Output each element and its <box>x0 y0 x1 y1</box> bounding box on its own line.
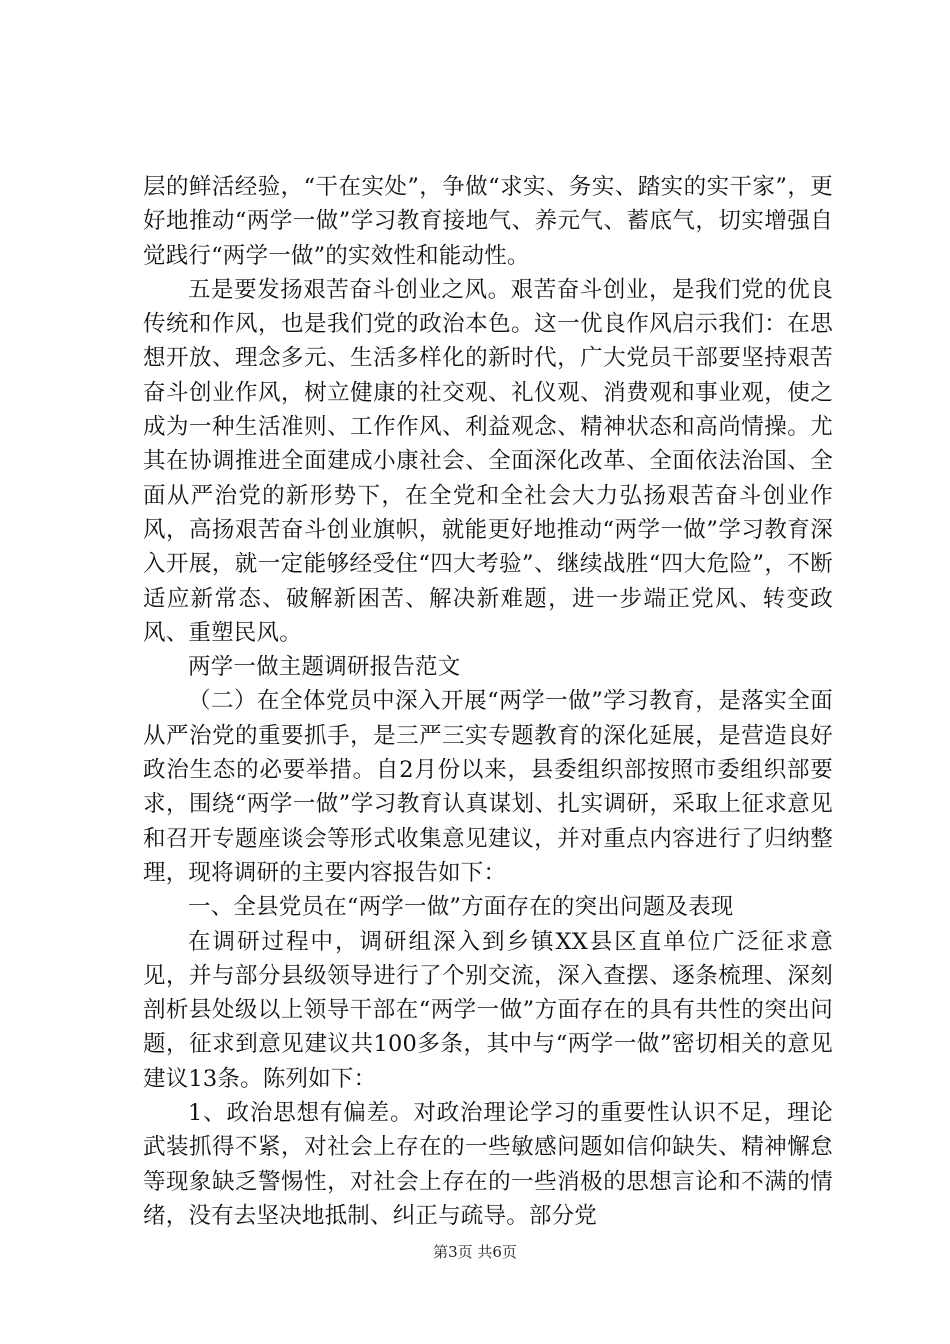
paragraph-item-1: 1、政治思想有偏差。对政治理论学习的重要性认识不足，理论武装抓得不紧，对社会上存在的一些敏感问题如信仰缺失、精神懈怠等现象缺乏警惕性，对社会上存在的一些消极的思想言论和不满的情绪，没有去坚决地抵制、纠正与疏导。部分党 <box>143 1100 833 1229</box>
document-body <box>143 170 833 1233</box>
page-footer: 第3页 共6页 <box>433 1243 517 1261</box>
section-heading-problems: 一、全县党员在“两学一做”方面存在的突出问题及表现 <box>188 894 734 921</box>
paragraph-report-intro: （二）在全体党员中深入开展“两学一做”学习教育，是落实全面从严治党的重要抓手，是三严三实专题教育的深化延展，是营造良好政治生态的必要举措。自2月份以来，县委组织部按照市委组织部要求，围绕“两学一做”学习教育认真谋划、扎实调研，采取上征求意见和召开专题座谈会等形式收集意见建议，并对重点内容进行了归纳整理，现将调研的主要内容报告如下： <box>143 688 833 886</box>
paragraph-research-process: 在调研过程中，调研组深入到乡镇XX县区直单位广泛征求意见，并与部分县级领导进行了个别交流，深入查摆、逐条梳理、深刻剖析县处级以上领导干部在“两学一做”方面存在的具有共性的突出问题，征求到意见建议共100多条，其中与“两学一做”密切相关的意见建议13条。陈列如下： <box>143 928 833 1092</box>
section-heading-report-title: 两学一做主题调研报告范文 <box>188 654 461 681</box>
paragraph-hard-work-spirit: 五是要发扬艰苦奋斗创业之风。艰苦奋斗创业，是我们党的优良传统和作风，也是我们党的政治本色。这一优良作风启示我们：在思想开放、理念多元、生活多样化的新时代，广大党员干部要坚持艰苦奋斗创业作风，树立健康的社交观、礼仪观、消费观和事业观，使之成为一种生活准则、工作作风、利益观念、精神状态和高尚情操。尤其在协调推进全面建成小康社会、全面深化改革、全面依法治国、全面从严治党的新形势下，在全党和全社会大力弘扬艰苦奋斗创业作风，高扬艰苦奋斗创业旗帜，就能更好地推动“两学一做”学习教育深入开展，就一定能够经受住“四大考验”、继续战胜“四大危险”，不断适应新常态、破解新困苦、解决新难题，进一步端正党风、转变政风、重塑民风。 <box>143 276 833 646</box>
paragraph-continuation: 层的鲜活经验，“干在实处”，争做“求实、务实、踏实的实干家”，更好地推动“两学一做”学习教育接地气、养元气、蓄底气，切实增强自觉践行“两学一做”的实效性和能动性。 <box>143 174 833 269</box>
